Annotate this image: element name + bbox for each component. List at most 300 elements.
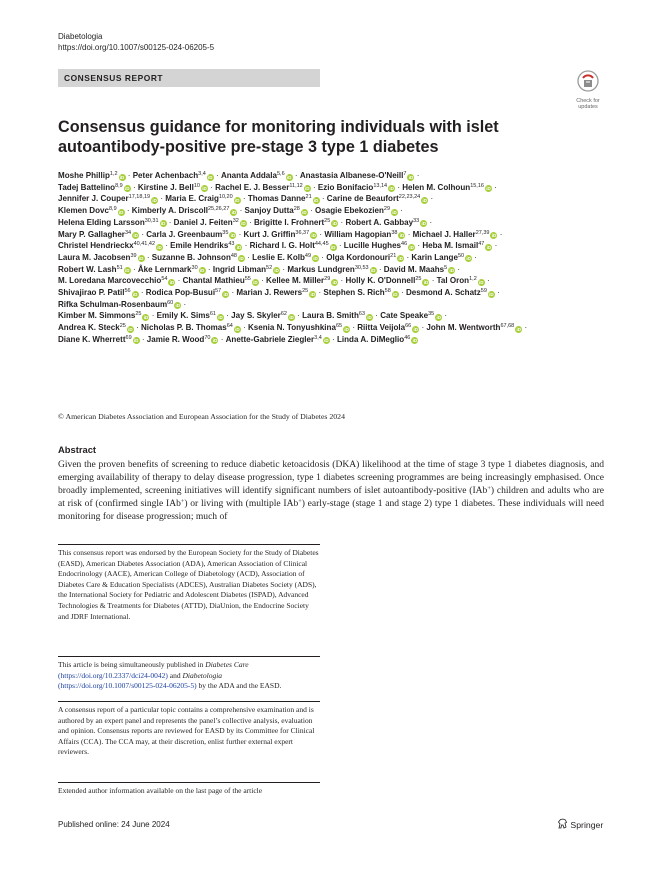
affiliation-marker: 30,53 (354, 264, 369, 271)
affiliation-marker: 60 (167, 299, 174, 306)
author-separator: · (246, 217, 254, 227)
author-name[interactable] (324, 230, 405, 239)
diabetes-care-doi-link[interactable]: (https://doi.org/10.2337/dci24-0042) (58, 670, 168, 680)
affiliation-marker: 39 (130, 252, 137, 259)
orcid-icon[interactable]: iD (230, 233, 236, 239)
orcid-icon[interactable]: iD (157, 244, 162, 250)
author-separator: · (319, 194, 327, 204)
author-name-text: Kellee M. Miller (266, 276, 325, 286)
affiliation-marker: 64 (226, 323, 233, 330)
author-name[interactable] (157, 311, 224, 320)
author-name[interactable] (58, 171, 126, 180)
author-name-text: Ingrid Libman (212, 264, 267, 274)
orcid-icon[interactable]: iD (324, 338, 329, 344)
orcid-icon[interactable]: iD (330, 244, 336, 250)
orcid-icon[interactable]: iD (160, 221, 166, 227)
orcid-icon[interactable]: iD (412, 338, 418, 344)
author-name[interactable] (58, 335, 140, 344)
author-name-text: Thomas Danne (247, 194, 306, 204)
author-name-text: Riitta Veijola (357, 323, 406, 333)
orcid-icon[interactable]: iD (516, 326, 521, 332)
publication-date: Published online: 24 June 2024 (58, 820, 170, 829)
author-name[interactable] (58, 300, 181, 309)
affiliation-marker: 66 (405, 323, 412, 330)
affiliation-marker: 47 (478, 241, 485, 248)
orcid-icon[interactable]: iD (398, 256, 404, 262)
orcid-icon[interactable]: iD (466, 256, 471, 262)
orcid-icon[interactable]: iD (393, 291, 398, 297)
author-name[interactable] (215, 183, 311, 192)
author-separator: · (442, 311, 448, 321)
author-separator: · (280, 264, 288, 274)
orcid-icon[interactable]: iD (175, 303, 180, 309)
author-name[interactable] (357, 323, 419, 332)
author-separator: · (415, 241, 423, 251)
author-name[interactable] (132, 206, 238, 215)
author-separator: · (181, 299, 187, 309)
author-name-text: Laura M. Jacobsen (58, 252, 131, 262)
author-name[interactable] (254, 218, 338, 227)
author-separator: · (242, 241, 250, 251)
abstract-text: Given the proven benefits of screening to reduce diabetic ketoacidosis (DKA) likelihood at the time of stage 3 type 1 diabetes diagnosis, and emerging availability of therapy to delay disease progression, type 1 diabetes screening programmes are being increasingly emphasised. Once broadly implemented, screening initiatives will identify significant numbers of islet autoantibody-positive (IAb+) children and adults who are at risk of (confirmed single IAb+) or living with (multiple IAb+) early-stage (stage 1 and stage 2) type 1 diabetes. These individuals will need monitoring for disease progression; much of (58, 459, 605, 523)
author-name[interactable] (345, 218, 427, 227)
author-name[interactable] (315, 206, 398, 215)
affiliation-marker: 62 (280, 311, 287, 318)
author-separator: · (398, 288, 406, 298)
author-name[interactable] (58, 311, 149, 320)
orcid-icon[interactable]: iD (436, 314, 441, 320)
author-name[interactable] (248, 194, 320, 203)
orcid-icon[interactable]: iD (132, 291, 138, 297)
orcid-icon[interactable]: iD (289, 314, 294, 320)
affiliation-marker: 7 (403, 171, 407, 177)
author-name[interactable] (226, 335, 330, 344)
article-doi[interactable]: https://doi.org/10.1007/s00125-024-06205-5 (58, 43, 215, 52)
author-name-text: Moshe Phillip (58, 171, 110, 180)
affiliation-marker: 5,6 (277, 171, 285, 177)
affiliation-marker: 40,41,42 (133, 241, 156, 248)
author-separator: · (236, 229, 244, 239)
author-name-text: Anette-Gabriele Ziegler (225, 334, 315, 344)
affiliation-marker: 52 (266, 264, 273, 271)
affiliation-marker: 69 (125, 334, 132, 341)
orcid-icon[interactable]: iD (241, 221, 246, 227)
author-name-text: Helen M. Colhoun (402, 182, 471, 192)
author-name[interactable] (174, 218, 247, 227)
author-name[interactable] (138, 265, 206, 274)
affiliation-marker: 25 (324, 217, 331, 224)
author-name[interactable] (58, 194, 158, 203)
affiliation-marker: 29 (324, 276, 331, 283)
author-name-text: Jamie R. Wood (146, 334, 205, 344)
author-separator: · (338, 276, 346, 286)
affiliation-marker: 27,39 (475, 229, 490, 236)
author-name[interactable] (326, 253, 404, 262)
orcid-icon[interactable]: iD (119, 174, 125, 180)
author-name-text: Maria E. Craig (165, 194, 219, 204)
author-separator: · (175, 276, 183, 286)
author-name-text: Robert W. Lash (58, 264, 117, 274)
check-updates-icon (577, 70, 599, 92)
author-name-text: Brigitte I. Frohnert (253, 217, 325, 227)
author-name[interactable] (183, 276, 259, 285)
author-name-text: Richard I. G. Holt (249, 241, 315, 251)
orcid-icon[interactable]: iD (231, 209, 237, 215)
author-name[interactable] (58, 206, 125, 215)
affiliation-marker: 44,45 (314, 241, 329, 248)
author-name-text: Rachel E. J. Besser (215, 182, 290, 192)
affiliation-marker: 21 (390, 252, 397, 259)
author-name[interactable] (141, 323, 241, 332)
orcid-icon[interactable]: iD (234, 197, 240, 203)
orcid-icon[interactable]: iD (332, 221, 338, 227)
author-name-text: Jennifer J. Couper (58, 194, 129, 204)
author-name[interactable] (384, 265, 455, 274)
affiliation-marker: 56 (124, 288, 131, 295)
orcid-icon[interactable]: iD (408, 174, 414, 180)
affiliation-marker: 10 (193, 182, 200, 189)
author-name[interactable] (244, 230, 318, 239)
author-separator: · (491, 182, 497, 192)
orcid-icon[interactable]: iD (128, 326, 133, 332)
author-name-text: Cate Speake (380, 311, 429, 321)
author-separator: · (245, 252, 253, 262)
orcid-icon[interactable]: iD (143, 314, 149, 320)
author-name[interactable] (146, 230, 236, 239)
affiliation-marker: 21 (305, 194, 312, 201)
author-name[interactable] (266, 276, 338, 285)
author-separator: · (338, 217, 346, 227)
orcid-icon[interactable]: iD (399, 233, 405, 239)
orcid-icon[interactable]: iD (489, 291, 494, 297)
author-name-text: Rifka Schulman-Rosenbaum (58, 299, 168, 309)
author-name-text: Linda A. DiMeglio (336, 334, 405, 344)
affiliation-marker: 35 (428, 311, 435, 318)
author-separator: · (133, 323, 141, 333)
affiliation-marker: 10,20 (218, 194, 233, 201)
author-name-text: Marian J. Rewers (236, 288, 303, 298)
author-name[interactable] (437, 276, 485, 285)
orcid-icon[interactable]: iD (212, 338, 218, 344)
orcid-icon[interactable]: iD (423, 279, 429, 285)
affiliation-marker: 38 (391, 229, 398, 236)
affiliation-marker: 70 (204, 334, 211, 341)
author-name[interactable] (236, 288, 316, 297)
journal-header (58, 31, 214, 53)
orcid-icon[interactable]: iD (344, 326, 349, 332)
footnote-divider (58, 701, 320, 702)
author-name-text: Emile Hendriks (170, 241, 229, 251)
orcid-icon[interactable]: iD (370, 268, 376, 274)
author-name[interactable] (221, 171, 293, 180)
author-separator: · (213, 171, 221, 180)
author-separator: · (205, 264, 213, 274)
author-name[interactable] (170, 241, 242, 250)
orcid-icon[interactable]: iD (313, 197, 319, 203)
orcid-icon[interactable]: iD (235, 326, 240, 332)
author-name-text: Carla J. Greenbaum (146, 229, 223, 239)
author-name-text: Desmond A. Schatz (405, 288, 481, 298)
orcid-icon[interactable]: iD (422, 197, 427, 203)
author-name[interactable] (380, 311, 442, 320)
orcid-icon[interactable]: iD (479, 279, 484, 285)
orcid-icon[interactable]: iD (392, 209, 397, 215)
author-separator: · (139, 229, 147, 239)
author-name-text: David M. Maahs (383, 264, 445, 274)
consensus-definition-footnote: A consensus report of a particular topic contains a comprehensive examination and is authored by an expert panel and represents the panel’s collective analysis, evaluation and opinion. Consensus reports are reviewed for EASD by its Committee for Clinical Affairs (CCA). The CCA may, at their discretion, enlist further external expert reviewers. (58, 705, 315, 757)
orcid-icon[interactable]: iD (169, 279, 175, 285)
author-name-text: Ezio Bonifacio (317, 182, 374, 192)
author-separator: · (130, 182, 138, 192)
author-name[interactable] (245, 206, 308, 215)
author-separator: · (494, 288, 500, 298)
affiliation-marker: 25 (415, 276, 422, 283)
author-separator: · (166, 217, 174, 227)
author-name[interactable] (146, 288, 229, 297)
orcid-icon[interactable]: iD (449, 268, 454, 274)
journal-name-diabetes-care: Diabetes Care (205, 660, 249, 669)
author-separator: · (316, 288, 324, 298)
author-separator: · (218, 334, 226, 344)
journal-name: Diabetologia (58, 32, 103, 41)
author-separator: · (455, 264, 461, 274)
orcid-icon[interactable]: iD (367, 314, 372, 320)
orcid-icon[interactable]: iD (389, 186, 394, 192)
author-separator: · (158, 194, 166, 204)
author-separator: · (307, 206, 316, 216)
author-separator: · (124, 206, 132, 216)
abstract-heading: Abstract (58, 444, 97, 455)
footnote-text: and (167, 670, 183, 680)
affiliation-marker: 46 (401, 241, 408, 248)
author-name-text: Mary P. Gallagher (58, 229, 125, 239)
affiliation-marker: 43 (228, 241, 235, 248)
author-name-text: Shivajirao P. Patil (58, 288, 125, 298)
orcid-icon[interactable]: iD (310, 291, 315, 297)
author-name-text: Markus Lundgren (287, 264, 355, 274)
author-name[interactable] (302, 311, 373, 320)
author-separator: · (310, 182, 318, 192)
author-name-text: Peter Achenbach (132, 171, 199, 180)
orcid-icon[interactable]: iD (133, 338, 139, 344)
author-name-text: Helena Elding Larsson (58, 217, 145, 227)
author-name[interactable] (58, 241, 163, 250)
orcid-icon[interactable]: iD (118, 209, 124, 215)
author-name[interactable] (345, 276, 429, 285)
affiliation-marker: 34 (124, 229, 132, 236)
author-name[interactable] (422, 241, 492, 250)
author-name-text: Osagie Ebekozien (315, 206, 384, 216)
orcid-icon[interactable]: iD (208, 174, 213, 180)
author-name-text: Michael J. Haller (412, 229, 476, 239)
author-name-text: Lucille Hughes (343, 241, 402, 251)
author-name-text: Klemen Dovc (58, 206, 109, 216)
author-separator: · (428, 194, 434, 204)
affiliation-marker: 22,23,24 (398, 194, 421, 201)
affiliation-marker: 5 (444, 264, 448, 271)
author-name-text: Christel Hendrieckx (58, 241, 134, 251)
author-name-text: Diane K. Wherrett (58, 334, 126, 344)
author-name[interactable] (411, 253, 472, 262)
author-name-text: Nicholas P. B. Thomas (141, 323, 227, 333)
orcid-icon[interactable]: iD (152, 197, 157, 203)
author-separator: · (329, 334, 337, 344)
orcid-icon[interactable]: iD (124, 268, 130, 274)
author-name[interactable] (250, 241, 337, 250)
author-separator: · (125, 171, 133, 180)
author-separator: · (138, 288, 146, 298)
author-name[interactable] (58, 218, 167, 227)
orcid-icon[interactable]: iD (413, 326, 418, 332)
check-for-updates-button[interactable] (570, 70, 606, 110)
author-name[interactable] (300, 171, 415, 180)
orcid-icon[interactable]: iD (421, 221, 426, 227)
affiliation-marker: 59 (480, 288, 487, 295)
author-name[interactable] (231, 311, 295, 320)
publisher-logo (557, 818, 603, 830)
author-name[interactable] (426, 323, 522, 332)
affiliation-marker: 49 (304, 252, 312, 259)
author-name-text: Emily K. Sims (156, 311, 210, 321)
orcid-icon[interactable]: iD (138, 256, 144, 262)
author-separator: · (224, 311, 232, 321)
affiliation-marker: 51 (116, 264, 123, 271)
check-updates-label: Check for updates (576, 98, 600, 110)
author-separator: · (405, 229, 413, 239)
orcid-icon[interactable]: iD (199, 268, 205, 274)
affiliation-marker: 11,12 (289, 182, 303, 189)
endorsement-footnote: This consensus report was endorsed by the European Society for the Study of Diabetes (EASD), American Diabetes Association (ADA), American Association of Clinical Endocrinology (AACE), American College of Diabetology (ACD), Association of Diabetes Care & Education Specialists (ADCES), Australian Diabetes Society (ADS), the International Society for Pediatric and Adolescent Diabetes (ISPAD), Advanced Technologies & Treatments for Diabetes (ATTD), DiaUnion, the Endocrine Society and JDRF International. (58, 548, 319, 621)
author-name[interactable] (213, 265, 280, 274)
affiliation-marker: 25 (119, 323, 126, 330)
author-name[interactable] (402, 183, 492, 192)
affiliation-marker: 54 (161, 276, 168, 283)
affiliation-marker: 61 (209, 311, 216, 318)
affiliation-marker: 35 (222, 229, 229, 236)
author-separator: · (229, 288, 237, 298)
affiliation-marker: 15,16 (470, 182, 484, 189)
author-name-text: Ananta Addala (220, 171, 277, 180)
orcid-icon[interactable]: iD (302, 209, 307, 215)
author-separator: · (144, 252, 152, 262)
author-name-text: Kimberly A. Driscoll (131, 206, 208, 216)
affiliation-marker: 36,37 (295, 229, 310, 236)
author-name[interactable] (138, 183, 208, 192)
affiliation-marker: 28 (293, 206, 300, 213)
affiliation-marker: 3,4 (314, 334, 322, 341)
orcid-icon[interactable]: iD (332, 279, 338, 285)
orcid-icon[interactable]: iD (313, 256, 318, 262)
author-name-text: Tadej Battelino (58, 182, 116, 192)
affiliation-marker: 58 (384, 288, 391, 295)
author-separator: · (376, 264, 384, 274)
simultaneous-publication-footnote (58, 660, 320, 692)
author-name[interactable] (413, 230, 498, 239)
author-name[interactable] (165, 194, 240, 203)
author-name[interactable] (58, 253, 145, 262)
orcid-icon[interactable]: iD (236, 244, 242, 250)
orcid-icon[interactable]: iD (486, 244, 492, 250)
orcid-icon[interactable]: iD (304, 186, 310, 192)
author-name[interactable] (337, 335, 418, 344)
orcid-icon[interactable]: iD (409, 244, 414, 250)
author-name[interactable] (327, 194, 428, 203)
author-name-text: Andrea K. Steck (58, 323, 120, 333)
orcid-icon[interactable]: iD (311, 233, 316, 239)
orcid-icon[interactable]: iD (491, 233, 497, 239)
orcid-icon[interactable]: iD (202, 186, 207, 192)
author-separator: · (294, 311, 303, 321)
author-separator: · (373, 311, 381, 321)
author-name[interactable] (287, 265, 376, 274)
author-name[interactable] (252, 253, 319, 262)
author-name[interactable] (58, 288, 139, 297)
author-name[interactable] (58, 323, 134, 332)
author-separator: · (163, 241, 171, 251)
author-name[interactable] (344, 241, 415, 250)
author-separator: · (258, 276, 267, 286)
diabetologia-doi-link[interactable]: (https://doi.org/10.1007/s00125-024-06205-5) (58, 681, 197, 691)
author-name[interactable] (133, 171, 214, 180)
author-name-text: Jay S. Skyler (231, 311, 281, 321)
article-title: Consensus guidance for monitoring individuals with islet autoantibody-positive pre-stage 3 type 1 diabetes (58, 118, 499, 156)
author-name[interactable] (58, 183, 131, 192)
affiliation-marker: 1,2 (469, 276, 477, 283)
author-name-text: Chantal Mathieu (182, 276, 245, 286)
orcid-icon[interactable]: iD (486, 186, 491, 192)
author-name[interactable] (58, 276, 175, 285)
author-name[interactable] (323, 288, 398, 297)
author-separator: · (472, 252, 477, 262)
author-separator: · (414, 171, 420, 180)
journal-name-diabetologia: Diabetologia (182, 670, 223, 680)
orcid-icon[interactable]: iD (125, 186, 130, 192)
orcid-icon[interactable]: iD (218, 314, 223, 320)
author-name-text: Åke Lernmark (137, 264, 192, 274)
author-separator: · (492, 241, 498, 251)
orcid-icon[interactable]: iD (274, 268, 279, 274)
author-separator: · (429, 276, 437, 286)
author-name[interactable] (58, 230, 139, 239)
author-separator: · (398, 206, 403, 216)
author-name-text: Laura B. Smith (302, 311, 359, 321)
author-name[interactable] (58, 265, 131, 274)
author-separator: · (130, 264, 138, 274)
article-type-badge: CONSENSUS REPORT (58, 69, 320, 87)
author-name-text: Carine de Beaufort (326, 194, 399, 204)
author-name-text: Robert A. Gabbay (345, 217, 414, 227)
author-name[interactable] (147, 335, 219, 344)
author-separator: · (237, 206, 245, 216)
author-name-text: Stephen S. Rich (323, 288, 385, 298)
orcid-icon[interactable]: iD (286, 174, 292, 180)
affiliation-marker: 30,31 (144, 217, 159, 224)
author-name-text: Heba M. Ismail (422, 241, 479, 251)
orcid-icon[interactable]: iD (133, 233, 138, 239)
author-name[interactable] (406, 288, 495, 297)
orcid-icon[interactable]: iD (253, 279, 258, 285)
author-name[interactable] (248, 323, 350, 332)
extended-author-info-footnote: Extended author information available on the last page of the article (58, 786, 263, 795)
orcid-icon[interactable]: iD (223, 291, 228, 297)
author-separator: · (240, 194, 248, 204)
author-separator: · (497, 229, 503, 239)
author-separator: · (350, 323, 358, 333)
author-separator: · (292, 171, 300, 180)
author-name[interactable] (318, 183, 395, 192)
author-name[interactable] (152, 253, 245, 262)
orcid-icon[interactable]: iD (239, 256, 244, 262)
